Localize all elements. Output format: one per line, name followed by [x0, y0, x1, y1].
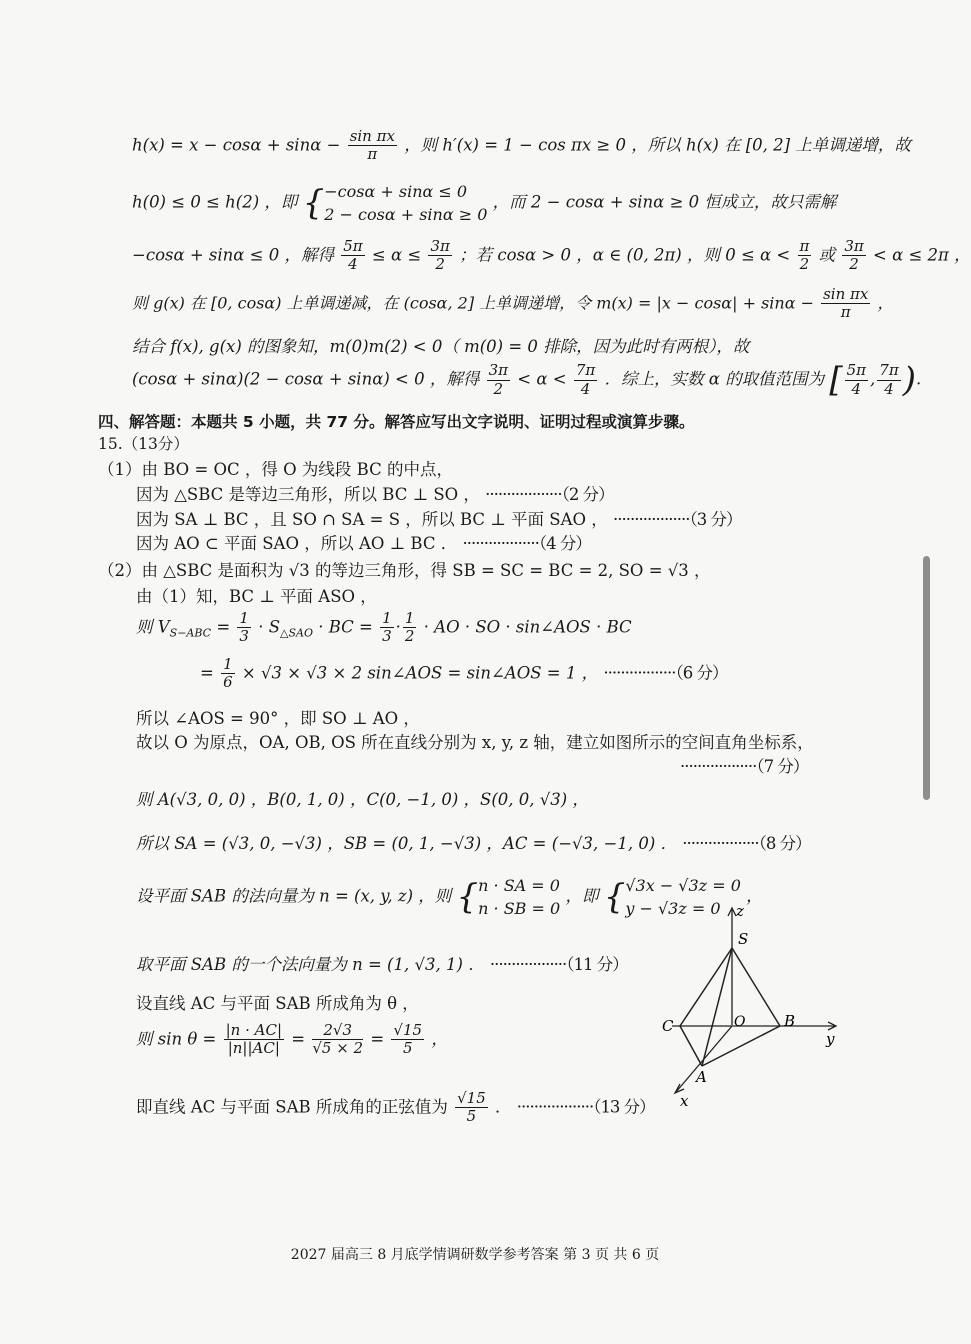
part2-line-e: 所以 ∠AOS = 90° ，即 SO ⊥ AO ， [136, 709, 420, 728]
edge-CA [680, 1026, 702, 1066]
math-text: . [915, 369, 922, 389]
question-number: 15.（13分） [98, 435, 189, 453]
fraction: $\frac{|n \cdot AC|}{|n||AC|}$ [225, 1021, 283, 1058]
continuation-line-1 [132, 128, 911, 164]
math-text: ， [877, 293, 894, 313]
part2-line-f: 故以 O 为原点，OA, OB, OS 所在直线分别为 x, y, z 轴，建立如图所示的空间直角坐标系， [136, 733, 814, 752]
math-text: 或 [818, 245, 836, 265]
proof-text: 因为 △SBC 是等边三角形，所以 BC ⊥ SO ， [136, 485, 480, 504]
math-text: = [370, 1029, 385, 1049]
fraction: $\frac{1}{3}$ [239, 609, 249, 646]
page-footer: 2027 届高三 8 月底学情调研数学参考答案 第 3 页 共 6 页 [290, 1247, 660, 1263]
coordinate-diagram [650, 900, 850, 1110]
part2-line-l [136, 1022, 448, 1058]
math-text: · [395, 617, 401, 637]
part2-line-g: 则 A(√3, 0, 0) ，B(0, 1, 0) ，C(0, −1, 0) ，S(0, 0, √3) ， [136, 790, 589, 809]
math-text: h(0) ≤ 0 ≤ h(2) ，即 [132, 192, 298, 212]
edge-AB [702, 1026, 780, 1066]
score-marker: ··················（13 分） [516, 1097, 655, 1117]
math-text: ≤ α ≤ [371, 245, 422, 265]
part1-line-b [136, 481, 614, 505]
part2-line-a: （2）由 △SBC 是面积为 √3 的等边三角形，得 SB = SC = BC = 2, SO = √3 ， [98, 561, 711, 580]
equation-system: √3x − √3z = 0 y − √3z = 0 [625, 876, 741, 919]
left-brace: { [603, 877, 626, 918]
math-text: ，则 h′(x) = 1 − cos πx ≥ 0 ，所以 h(x) 在 [0, 2] 上单调递增，故 [404, 135, 911, 155]
score-marker: ··················（8 分） [682, 834, 811, 853]
fraction: $\frac{3\pi}{2}$ [488, 361, 509, 398]
fraction: $\frac{2√3}{√5 \times 2}$ [312, 1021, 364, 1058]
fraction: $\frac{7\pi}{4}$ [879, 361, 899, 398]
fraction: $\frac{7\pi}{4}$ [575, 361, 596, 398]
part2-line-k: 设直线 AC 与平面 SAB 所成角为 θ ， [136, 994, 419, 1013]
part2-line-h [136, 830, 811, 854]
fraction: $\frac{3\pi}{2}$ [844, 237, 864, 274]
math-text: ， [746, 886, 763, 906]
proof-text: 即直线 AC 与平面 SAB 所成角的正弦值为 [136, 1097, 448, 1117]
math-text: 设平面 SAB 的法向量为 n = (x, y, z) ，则 [136, 886, 452, 906]
fraction: $\frac{3\pi}{2}$ [430, 237, 450, 274]
label-x: x [680, 1092, 689, 1110]
label-z: z [736, 902, 744, 920]
left-brace: { [302, 183, 325, 224]
equation-system: −cosα + sinα ≤ 0 2 − cosα + sinα ≥ 0 [324, 182, 488, 225]
left-brace: { [456, 877, 479, 918]
math-text: 取平面 SAB 的一个法向量为 n = (1, √3, 1) ． [136, 955, 485, 974]
edge-SC [680, 948, 732, 1026]
math-text: < α ≤ 2π ， [873, 245, 971, 265]
math-text: ，即 [565, 886, 599, 906]
math-text: −cosα + sinα ≤ 0 ，解得 [132, 245, 334, 265]
label-S: S [738, 930, 749, 948]
fraction: $\frac{1}{2}$ [404, 609, 415, 646]
label-O: O [734, 1014, 746, 1030]
part1-line-d [136, 530, 591, 554]
math-text: × √3 × √3 × 2 sin∠AOS = sin∠AOS = 1 ， [241, 663, 599, 683]
left-bracket: [ [829, 360, 843, 400]
math-text: ， [431, 1029, 448, 1049]
math-text: = [216, 617, 231, 637]
math-text: 则 V [136, 617, 170, 637]
score-marker: ··················（11 分） [489, 955, 628, 974]
continuation-line-5: 结合 f(x), g(x) 的图象知，m(0)m(2) < 0（ m(0) = 0 排除，因为此时有两根），故 [132, 337, 750, 356]
part1-line-a: （1）由 BO = OC ，得 O 为线段 BC 的中点， [98, 460, 453, 479]
math-text: , [870, 369, 876, 389]
math-text: ．综上，实数 α 的取值范围为 [604, 369, 825, 389]
fraction: $\frac{1}{3}$ [382, 609, 392, 646]
proof-text: 因为 SA ⊥ BC ，且 SO ∩ SA = S ，所以 BC ⊥ 平面 SAO ， [136, 510, 608, 529]
score-marker: ··················（2 分） [485, 485, 614, 504]
fraction: $\frac{\text{sin πx}}{\pi}$ [349, 127, 395, 164]
math-text: = [291, 1029, 306, 1049]
edge-SA [702, 948, 732, 1066]
math-text: h(x) = x − cosα + sinα − [132, 135, 341, 155]
continuation-line-2 [132, 180, 836, 226]
math-text: · S [258, 617, 280, 637]
math-text: = [200, 663, 214, 683]
math-text: < α < [517, 369, 567, 389]
math-text: 所以 SA = (√3, 0, −√3) ，SB = (0, 1, −√3) ，AC = (−√3, −1, 0) ． [136, 834, 678, 853]
subscript: △SAO [280, 626, 313, 640]
proof-text: 因为 AO ⊂ 平面 SAO ，所以 AO ⊥ BC ． [136, 534, 458, 553]
score-marker: ··················（7 分） [680, 757, 809, 776]
fraction: $\frac{\text{sin πx}}{\pi}$ [823, 285, 869, 322]
math-text: · BC = [318, 617, 373, 637]
section-title: 四、解答题：本题共 5 小题，共 77 分。解答应写出文字说明、证明过程或演算步骤。 [98, 413, 695, 431]
part2-line-b: 由（1）知，BC ⊥ 平面 ASO ， [136, 587, 377, 606]
subscript: S−ABC [169, 626, 212, 640]
part2-line-j [136, 951, 628, 975]
right-paren: ) [902, 360, 916, 400]
equation-system: n · SA = 0 n · SB = 0 [478, 876, 561, 919]
score-marker: ··················（3 分） [613, 510, 742, 529]
scrollbar-thumb[interactable] [923, 556, 930, 800]
continuation-line-4 [132, 286, 893, 322]
part2-line-d [200, 656, 728, 692]
score-marker: ··················（4 分） [462, 534, 591, 553]
math-text: ，而 2 − cosα + sinα ≥ 0 恒成立，故只需解 [492, 192, 837, 212]
fraction: $\frac{1}{6}$ [223, 655, 233, 692]
math-text: 则 sin θ = [136, 1029, 217, 1049]
proof-text: ． [495, 1097, 512, 1117]
fraction: $\frac{5\pi}{4}$ [846, 361, 867, 398]
fraction: $\frac{\pi}{2}$ [799, 237, 810, 274]
label-y: y [826, 1030, 835, 1048]
fraction: $\frac{5\pi}{4}$ [343, 237, 363, 274]
label-C: C [662, 1017, 674, 1035]
part2-line-c [136, 610, 632, 646]
math-text: ；若 cosα > 0 ，α ∈ (0, 2π) ，则 0 ≤ α < [459, 245, 791, 265]
part2-line-m [136, 1090, 655, 1126]
continuation-line-6 [132, 360, 921, 400]
label-B: B [784, 1012, 796, 1030]
math-text: · AO · SO · sin∠AOS · BC [423, 617, 632, 637]
fraction: $\frac{√15}{5}$ [393, 1021, 423, 1058]
math-text: 则 g(x) 在 [0, cosα) 上单调递减，在 (cosα, 2] 上单调递增，令 m(x) = |x − cosα| + sinα − [132, 293, 815, 313]
part1-line-c [136, 506, 741, 530]
math-text: (cosα + sinα)(2 − cosα + sinα) < 0 ，解得 [132, 369, 480, 389]
fraction: $\frac{√15}{5}$ [457, 1089, 486, 1126]
label-A: A [696, 1068, 707, 1086]
score-marker: ·················（6 分） [603, 663, 728, 683]
continuation-line-3 [132, 238, 971, 274]
